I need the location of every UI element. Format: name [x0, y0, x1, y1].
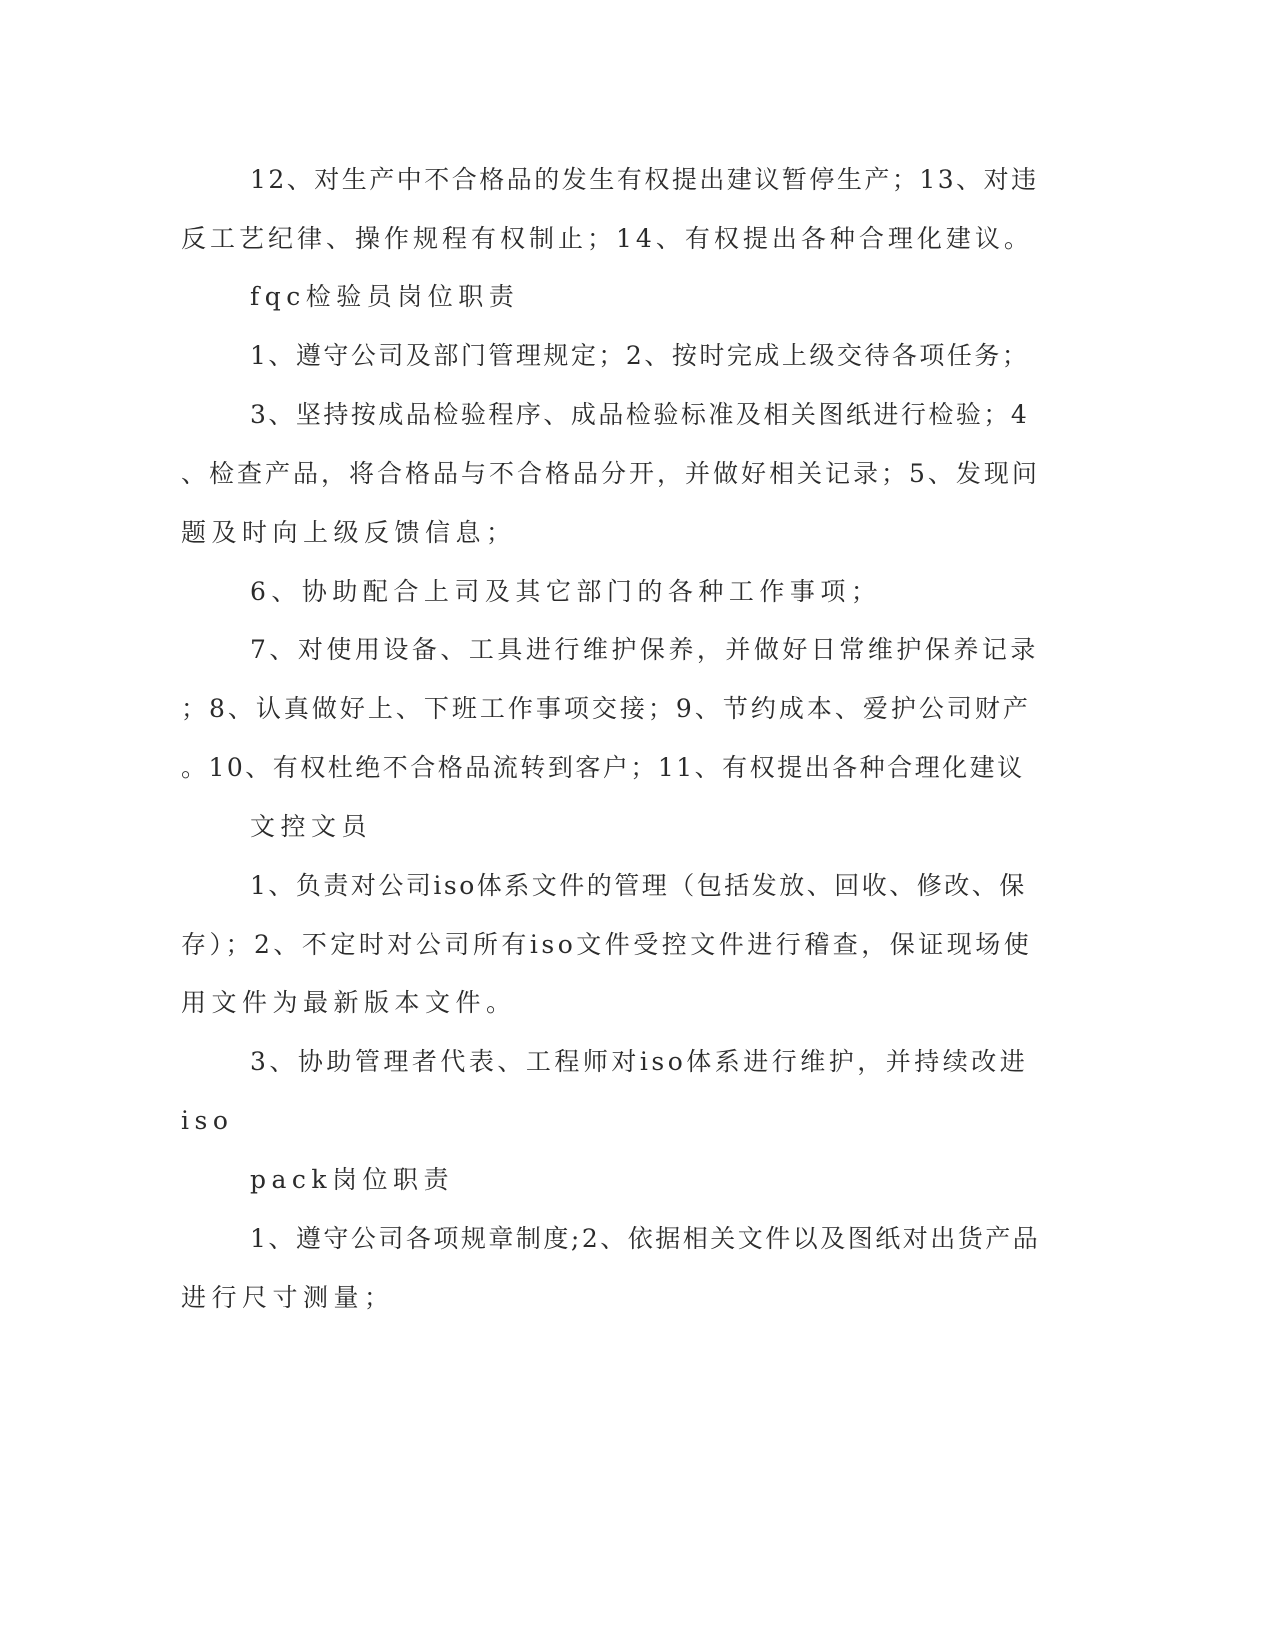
text-line: 题及时向上级反馈信息； — [181, 518, 517, 547]
text-line: 反工艺纪律、操作规程有权制止；14、有权提出各种合理化建议。 — [181, 224, 1033, 253]
text-line: 1、遵守公司及部门管理规定；2、按时完成上级交待各项任务； — [250, 341, 1030, 370]
text-line: 6、协助配合上司及其它部门的各种工作事项； — [250, 577, 882, 606]
text-line: 、检查产品，将合格品与不合格品分开，并做好相关记录；5、发现问 — [181, 459, 1040, 488]
text-line: ；8、认真做好上、下班工作事项交接；9、节约成本、爱护公司财产 — [181, 694, 1031, 723]
text-line: 用文件为最新版本文件。 — [181, 988, 517, 1017]
section-heading-document-control: 文控文员 — [250, 812, 373, 841]
text-line: 。10、有权杜绝不合格品流转到客户；11、有权提出各种合理化建议 — [181, 753, 1025, 782]
text-line: 12、对生产中不合格品的发生有权提出建议暂停生产；13、对违 — [250, 165, 1039, 194]
text-line: 1、负责对公司iso体系文件的管理（包括发放、回收、修改、保 — [250, 871, 1027, 900]
section-heading-fqc: fqc检验员岗位职责 — [250, 282, 520, 311]
text-line: 进行尺寸测量； — [181, 1283, 395, 1312]
text-line: 3、坚持按成品检验程序、成品检验标准及相关图纸进行检验；4 — [250, 400, 1030, 429]
text-line: iso — [181, 1106, 234, 1135]
text-line: 7、对使用设备、工具进行维护保养，并做好日常维护保养记录 — [250, 635, 1039, 664]
section-heading-pack: pack岗位职责 — [250, 1165, 455, 1194]
text-line: 3、协助管理者代表、工程师对iso体系进行维护，并持续改进 — [250, 1047, 1029, 1076]
text-line: 1、遵守公司各项规章制度;2、依据相关文件以及图纸对出货产品 — [250, 1224, 1041, 1253]
text-line: 存）；2、不定时对公司所有iso文件受控文件进行稽查，保证现场使 — [181, 930, 1033, 959]
